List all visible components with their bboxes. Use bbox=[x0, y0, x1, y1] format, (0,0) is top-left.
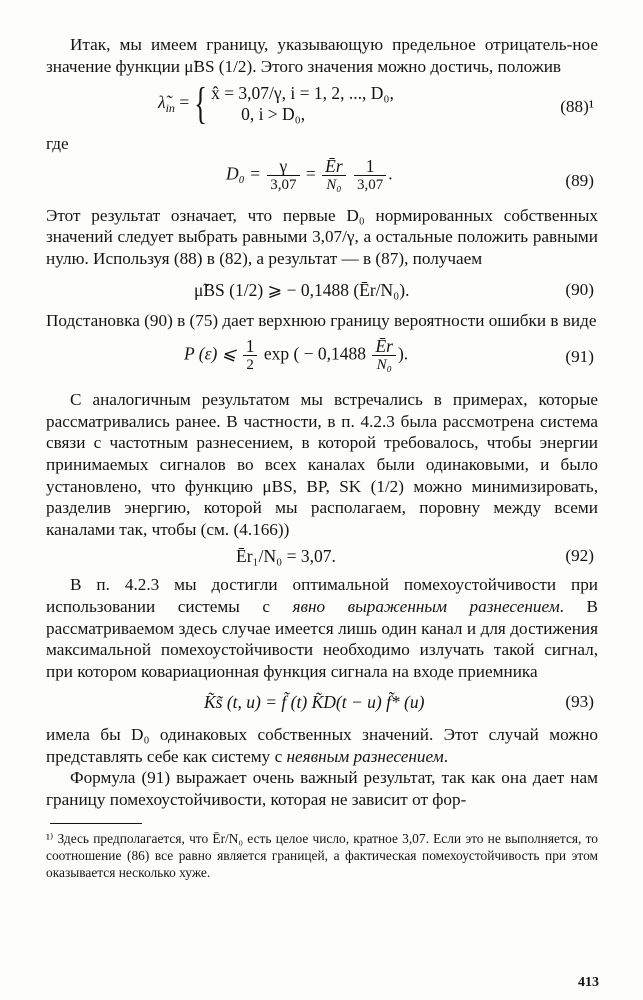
equation-93 bbox=[46, 682, 598, 724]
eq88-sub: in bbox=[165, 101, 175, 116]
eq88-row1: x̂ = 3,07/γ, i = 1, 2, ..., D₀, bbox=[211, 83, 394, 104]
paragraph-6: В п. 4.2.3 мы достигли оптимальной помехоустойчивости при использовании системы с явно выраженным разнесением. В рассматриваемом здесь случае имеется лишь один канал и для достижения максимальной помехоустойчивости необходимо излучать такой сигнал, при котором ковариационная функция сигнала на входе приемника bbox=[46, 575, 598, 681]
page-number: 413 bbox=[578, 975, 599, 990]
eq88-number: (88)¹ bbox=[560, 97, 594, 117]
eq89-number: (89) bbox=[565, 170, 594, 190]
equation-90 bbox=[46, 270, 598, 310]
eq93-number: (93) bbox=[565, 692, 594, 712]
paragraph-1: Итак, мы имеем границу, указывающую предельное отрицатель-ное значение функции μ̃BS (1/2). Этого значения можно достичь, положив bbox=[46, 35, 598, 76]
brace-icon: { bbox=[193, 79, 207, 129]
eq90-number: (90) bbox=[565, 279, 594, 299]
equation-92 bbox=[46, 540, 598, 574]
eq89-lhs: D₀ = bbox=[226, 163, 261, 184]
emphasis-explicit-diversity: явно выраженным разнесением bbox=[292, 596, 560, 616]
eq91-frac2: $\frac{Ēr}{\text{N₀}}$ bbox=[372, 337, 396, 374]
equation-91 bbox=[46, 331, 598, 385]
eq88-row2: 0, i > D₀, bbox=[241, 104, 306, 125]
paragraph-5: С аналогичным результатом мы встречались в примерах, которые рассматривались ранее. В частности, в п. 4.2.3 была рассмотрена система связи с частотным разнесением, в которой требовалось, чтобы энергии принимаемых сигналов во всех каналах были одинаковыми, и было установлено, что функцию μBS, BP, SK (1/2) можно минимизировать, разделив энергию, которой мы располагаем, поровну между всеми каналами так, чтобы (см. (4.166)) bbox=[46, 390, 598, 539]
page-content bbox=[46, 34, 598, 881]
eq89-frac3: $\frac{1}{3,07}$ bbox=[354, 157, 386, 194]
eq89-frac2: $\frac{Ēr}{\text{N₀}}$ bbox=[322, 157, 346, 194]
paragraph-8: Формула (91) выражает очень важный результат, так как она дает нам границу помехоустойчивости, которая не зависит от фор- bbox=[46, 768, 598, 810]
eq91-exp: exp ( − 0,1488 bbox=[263, 343, 367, 364]
paragraph-4: Подстановка (90) в (75) дает верхнюю границу вероятности ошибки в виде bbox=[46, 310, 597, 330]
emphasis-implicit-diversity: неявным разнесением bbox=[286, 746, 444, 766]
paragraph-7: имела бы D₀ одинаковых собственных значений. Этот случай можно представлять себе как систему с неявным разнесением. bbox=[46, 725, 598, 766]
paragraph-2: где bbox=[46, 134, 69, 154]
eq92-number: (92) bbox=[565, 546, 594, 566]
eq89-frac1: $\frac{\gamma}{3,07}$ bbox=[267, 157, 299, 194]
eq88-lhs: λ̃ bbox=[158, 92, 166, 113]
equation-89: D₀ = $\frac{\gamma}{3,07}$ = $\frac{Ēr}{\text{N₀}}$ $\frac{1}{3,07}$ . (89) bbox=[226, 155, 594, 193]
paragraph-3: Этот результат означает, что первые D₀ нормированных собственных значений следует выбрать равными 3,07/γ, а остальные положить равными нулю. Используя (88) в (82), а результат — в (87), получаем bbox=[46, 205, 598, 268]
eq91-lhs: P (ε) ⩽ bbox=[184, 343, 237, 364]
eq91-close: ). bbox=[397, 343, 409, 364]
eq92-body: Ēr₁/N₀ = 3,07. bbox=[236, 546, 336, 567]
eq91-number: (91) bbox=[565, 347, 594, 367]
eq90-body: μ̃BS (1/2) ⩾ − 0,1488 (Ēr/N₀). bbox=[194, 279, 410, 300]
footnote: ¹⁾ Здесь предполагается, что Ēr/N₀ есть целое число, кратное 3,07. Если это не выполняется, то соотношение (86) все равно является границей, а фактическая помехоустойчивость при этом оказывается несколько хуже. bbox=[46, 830, 598, 880]
eq88-cases bbox=[211, 83, 394, 125]
eq93-body: K̃s̃ (t, u) = f̃ (t) K̃D(t − u) f̃* (u) bbox=[204, 692, 425, 713]
eq91-frac1: $\frac{1}{2}$ bbox=[243, 337, 258, 374]
footnote-divider bbox=[50, 823, 142, 824]
equation-88: $\lambdã_{in}$ = { x̂ = 3,07/γ, i = 1, 2, ..., D₀, 0, i > D₀, (88)¹ bbox=[158, 79, 594, 129]
